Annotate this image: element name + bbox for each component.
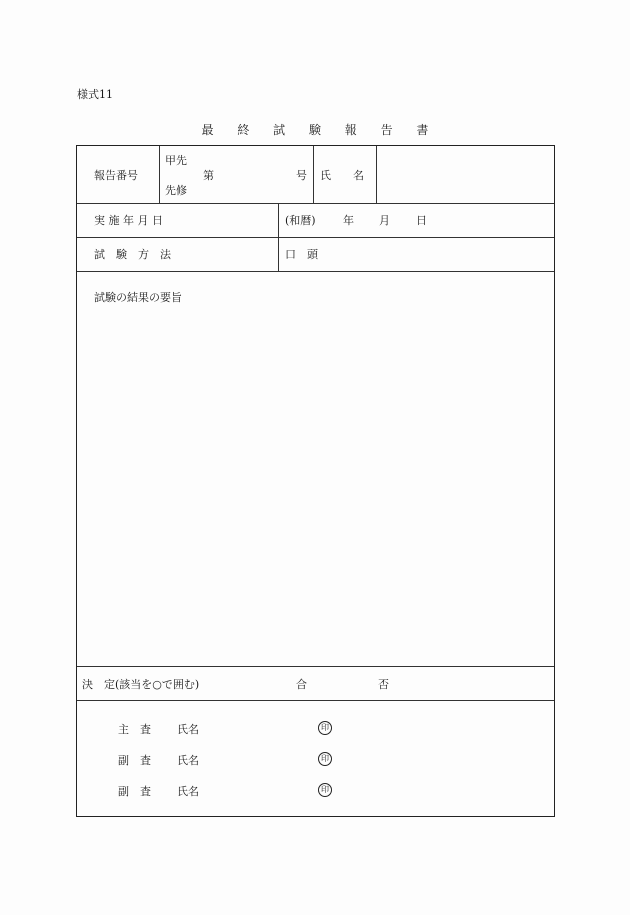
column-divider xyxy=(278,203,279,271)
go-label: 号 xyxy=(296,169,307,182)
day-label: 日 xyxy=(416,214,427,227)
row-divider xyxy=(77,700,554,701)
seal-icon: 印 xyxy=(318,752,332,766)
row-divider xyxy=(77,666,554,667)
month-label: 月 xyxy=(379,214,390,227)
exam-method-value: 口 頭 xyxy=(285,248,318,261)
form-number: 様式11 xyxy=(77,88,113,101)
column-divider xyxy=(313,146,314,203)
result-summary-label: 試験の結果の要旨 xyxy=(94,291,182,304)
prefix-top: 甲先 xyxy=(165,154,187,167)
column-divider xyxy=(376,146,377,203)
prefix-bottom: 先修 xyxy=(165,184,187,197)
report-form xyxy=(76,145,555,817)
row-divider xyxy=(77,237,554,238)
pass-option[interactable]: 合 xyxy=(296,678,307,691)
implementation-date-label: 実 施 年 月 日 xyxy=(94,214,163,227)
seal-icon: 印 xyxy=(318,783,332,797)
dai-label: 第 xyxy=(203,169,214,182)
seal-icon: 印 xyxy=(318,721,332,735)
chief-examiner-name-label: 氏名 xyxy=(177,723,199,736)
name-label: 氏 名 xyxy=(320,169,364,182)
fail-option[interactable]: 否 xyxy=(378,678,389,691)
row-divider xyxy=(77,271,554,272)
sub-examiner-role: 副 査 xyxy=(118,785,151,798)
sub-examiner-role: 副 査 xyxy=(118,754,151,767)
report-number-label: 報告番号 xyxy=(94,169,138,182)
sub-examiner-name-label: 氏名 xyxy=(177,785,199,798)
year-label: 年 xyxy=(343,214,354,227)
era-label: (和暦) xyxy=(285,214,316,227)
row-divider xyxy=(77,203,554,204)
document-title: 最 終 試 験 報 告 書 xyxy=(201,123,439,137)
exam-method-label: 試 験 方 法 xyxy=(94,248,171,261)
decision-label: 決 定(該当を○で囲む) xyxy=(82,678,200,691)
sub-examiner-name-label: 氏名 xyxy=(177,754,199,767)
chief-examiner-role: 主 査 xyxy=(118,723,151,736)
column-divider xyxy=(159,146,160,203)
